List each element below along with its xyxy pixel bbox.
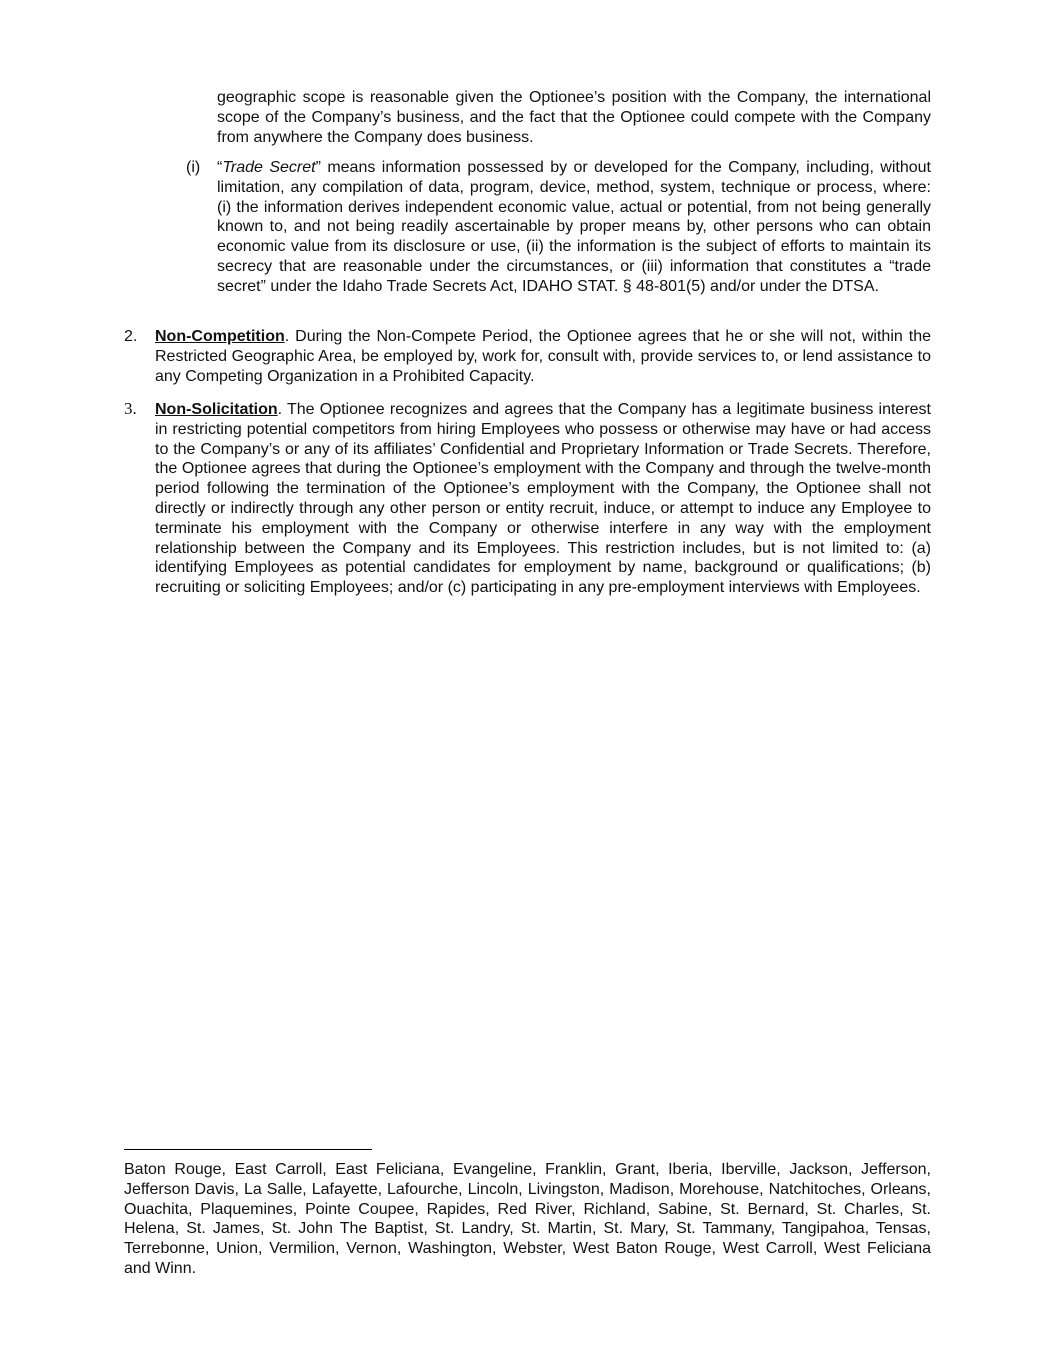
definition-label: (i) [186, 159, 201, 176]
section-3-paragraph [155, 400, 931, 598]
open-quote: “ [217, 159, 223, 176]
defined-term: Trade Secret [222, 159, 316, 176]
continuation-paragraph: geographic scope is reasonable given the Optionee’s position with the Company, the international scope of the Company’s business, and the fact that the Optionee could compete with the Company from anywhere the Company does business. [217, 89, 931, 146]
footnote-separator [124, 1149, 372, 1150]
footnote-text: Baton Rouge, East Carroll, East Feliciana, Evangeline, Franklin, Grant, Iberia, Iberville, Jackson, Jefferson, Jefferson Davis, La Salle, Lafayette, Lafourche, Lincoln, Livingston, Madison, Morehouse, Natchitoches, Orleans, Ouachita, Plaquemines, Pointe Coupee, Rapides, Red River, Richland, Sabine, St. Bernard, St. Charles, St. Helena, St. James, St. John The Baptist, St. Landry, St. Martin, St. Mary, St. Tammany, Tangipahoa, Tensas, Terrebonne, Union, Vermilion, Vernon, Washington, Webster, West Baton Rouge, West Carroll, West Feliciana and Winn. [124, 1161, 931, 1277]
section-3-body: . The Optionee recognizes and agrees that the Company has a legitimate business interest in restricting potential competitors from hiring Employees who possess or otherwise may have or had access to the Company’s or any of its affiliates’ Confidential and Proprietary Information or Trade Secrets. Therefore, the Optionee agrees that during the Optionee’s employment with the Company and through the twelve-month period following the termination of the Optionee’s employment with the Company, the Optionee shall not directly or indirectly through any other person or entity recruit, induce, or attempt to induce any Employee to terminate his employment with the Company or otherwise interfere in any way with the employment relationship between the Company and its Employees. This restriction includes, but is not limited to: (a) identifying Employees as potential candidates for employment by name, background or qualifications; (b) recruiting or soliciting Employees; and/or (c) participating in any pre-employment interviews with Employees. [155, 401, 931, 597]
trade-secret-definition [217, 158, 931, 297]
section-2-paragraph [155, 327, 931, 386]
section-3-heading: Non-Solicitation [155, 401, 278, 418]
close-quote: ” [315, 159, 321, 176]
section-2-body: . During the Non-Compete Period, the Optionee agrees that he or she will not, within the Restricted Geographic Area, be employed by, work for, consult with, provide services to, or lend assistance to any Competing Organization in a Prohibited Capacity. [155, 328, 931, 385]
section-2-heading: Non-Competition [155, 328, 285, 345]
section-2-number: 2. [124, 328, 138, 345]
section-3-number: 3. [124, 399, 137, 418]
definition-body: means information possessed by or developed for the Company, including, without limitation, any compilation of data, program, device, method, system, technique or process, where: (i) the information derives independent economic value, actual or potential, from not being generally known to, and not being readily ascertainable by proper means by, other persons who can obtain economic value from its disclosure or use, (ii) the information is the subject of efforts to maintain its secrecy that are reasonable under the circumstances, or (iii) information that constitutes a “trade secret” under the Idaho Trade Secrets Act, IDAHO STAT. § 48-801(5) and/or under the DTSA. [217, 159, 931, 295]
